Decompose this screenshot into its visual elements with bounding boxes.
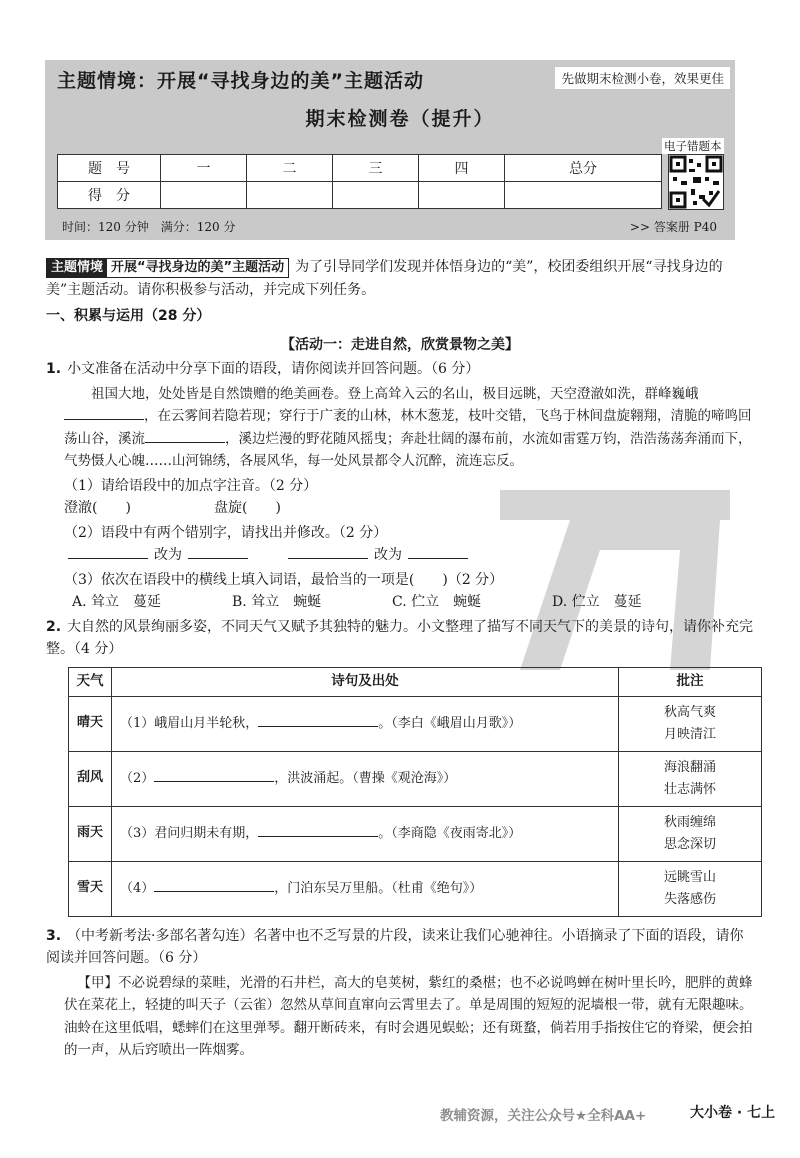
intro-paragraph — [46, 256, 754, 301]
score-cell: 四 — [419, 155, 505, 182]
sub-question: （2）语段中有两个错别字，请找出并修改。（2 分） — [64, 524, 388, 541]
fill-blank[interactable] — [288, 544, 368, 559]
score-table — [57, 154, 662, 209]
column-header: 天气 — [69, 667, 112, 696]
note-cell — [619, 861, 762, 916]
question-1 — [46, 358, 754, 381]
score-cell: 一 — [161, 155, 247, 182]
column-header: 批注 — [619, 667, 762, 696]
score-input-cell[interactable] — [505, 182, 662, 209]
note-line: 失落感伤 — [663, 891, 716, 907]
note-line: 远眺雪山 — [663, 869, 716, 885]
score-input-cell[interactable] — [419, 182, 505, 209]
poem-row — [69, 861, 762, 916]
fill-blank[interactable] — [154, 877, 274, 892]
note-cell — [619, 751, 762, 806]
score-input-cell[interactable] — [161, 182, 247, 209]
note-cell — [619, 806, 762, 861]
sub-question: （1）请给语段中的加点字注音。（2 分） — [64, 477, 318, 494]
question-stem: 小文准备在活动中分享下面的语段，请你阅读并回答问题。（6 分） — [67, 361, 480, 377]
poem-table — [68, 667, 762, 917]
option-b[interactable]: B. 耸立 蜿蜒 — [232, 594, 322, 610]
note-line: 海浪翻涌 — [663, 759, 716, 775]
score-table-header-row — [58, 155, 662, 182]
note-line: 思念深切 — [663, 836, 716, 852]
fill-blank[interactable] — [258, 712, 378, 727]
poem-source: 。（李白《峨眉山月歌》） — [378, 715, 522, 731]
fill-blank[interactable] — [154, 767, 274, 782]
topic-tag-label: 主题情境 — [47, 259, 107, 277]
question-number: 1. — [46, 361, 62, 377]
exam-title: 期末检测卷（提升） — [305, 108, 495, 130]
fill-blank[interactable] — [145, 428, 225, 443]
change-to-label: 改为 — [374, 547, 402, 563]
note-line: 秋高气爽 — [663, 704, 716, 720]
poem-text: （2） — [120, 770, 155, 786]
poem-table-header — [69, 667, 762, 696]
score-table-score-row — [58, 182, 662, 209]
options-row — [72, 591, 754, 614]
score-input-cell[interactable] — [247, 182, 333, 209]
score-cell: 得 分 — [58, 182, 161, 209]
correction-row — [68, 544, 754, 567]
time-and-score: 时间：120 分钟 满分：120 分 — [62, 220, 236, 234]
passage-text: ，溪边烂漫的野花随风摇曳；奔赴壮阔的瀑布前，水流如雷霆万钧，浩浩荡荡奔涌而下，气势慑人心魄……山河锦绣，各展风华，每一处风景都令人沉醉，流连忘反。 — [64, 430, 752, 469]
weather-cell: 雪天 — [69, 861, 112, 916]
pinyin-blank[interactable]: 澄澈( ) — [64, 500, 131, 516]
note-cell — [619, 696, 762, 751]
topic-tag-text: 开展“寻找身边的美”主题活动 — [111, 260, 285, 275]
poem-source: ，洪波涌起。（曹操《观沧海》） — [274, 770, 457, 786]
passage-text: ，在云雾间若隐若现；穿行于广袤的山林，林木葱茏，枝叶交错，飞鸟于林间盘旋翱翔，清脆的啼鸣回荡山谷，溪流 — [64, 408, 752, 447]
score-cell: 总分 — [505, 155, 662, 182]
pinyin-blank[interactable]: 盘旋( ) — [214, 500, 281, 516]
poem-source: 。（李商隐《夜雨寄北》） — [378, 825, 522, 841]
fill-blank[interactable] — [408, 544, 468, 559]
note-line: 壮志满怀 — [663, 781, 716, 797]
answer-reference: >> 答案册 P40 — [629, 220, 717, 234]
score-input-cell[interactable] — [333, 182, 419, 209]
weather-cell: 晴天 — [69, 696, 112, 751]
poem-cell — [112, 861, 619, 916]
poem-cell — [112, 696, 619, 751]
fill-blank[interactable] — [68, 544, 148, 559]
poem-text: （1）峨眉山月半轮秋， — [120, 715, 259, 731]
note-line: 月映清江 — [663, 726, 716, 742]
poem-source: ，门泊东吴万里船。（杜甫《绝句》） — [274, 880, 483, 896]
question-number: 2. — [46, 618, 62, 635]
question-stem: （中考新考法·多部名著勾连）名著中也不乏写景的片段，读来让我们心驰神往。小语摘录了下面的语段，请你阅读并回答问题。（6 分） — [46, 927, 744, 966]
question-stem: 大自然的风景绚丽多姿，不同天气又赋予其独特的魅力。小文整理了描写不同天气下的美景的诗句，请你补充完整。（4 分） — [46, 618, 754, 657]
question-2 — [46, 616, 754, 661]
poem-text: （3）君问归期未有期， — [120, 825, 259, 841]
sub-question: （3）依次在语段中的横线上填入词语，最恰当的一项是( )（2 分） — [64, 571, 504, 588]
passage-text: 祖国大地，处处皆是自然馈赠的绝美画卷。登上高耸入云的名山，极目远眺，天空澄澈如洗，群峰巍峨 — [91, 385, 699, 402]
poem-text: （4） — [120, 880, 155, 896]
fill-blank[interactable] — [64, 405, 144, 420]
question-3 — [46, 925, 754, 970]
poem-cell — [112, 751, 619, 806]
column-header: 诗句及出处 — [112, 667, 619, 696]
note-line: 秋雨缠绵 — [663, 814, 716, 830]
option-c[interactable]: C. 伫立 蜿蜒 — [392, 594, 482, 610]
qr-code-icon[interactable] — [668, 154, 724, 210]
poem-row — [69, 696, 762, 751]
intro-text: 为了引导同学们发现并体悟身边的“美”，校团委组织开展“寻找身边的美”主题活动。请你积极参与活动，并完成下列任务。 — [46, 259, 723, 298]
weather-cell: 雨天 — [69, 806, 112, 861]
score-cell: 二 — [247, 155, 333, 182]
qr-label: 电子错题本 — [664, 139, 722, 153]
topic-tag — [46, 258, 289, 278]
fill-blank[interactable] — [258, 822, 378, 837]
poem-row — [69, 806, 762, 861]
passage — [64, 383, 754, 473]
score-cell: 题 号 — [58, 155, 161, 182]
section-title: 一、积累与运用（28 分） — [46, 308, 211, 324]
footer-brand: 教辅资源，关注公众号★全科AA+ — [440, 1108, 647, 1124]
fill-blank[interactable] — [188, 544, 248, 559]
page-number: 大小卷 · 七上 — [690, 1105, 776, 1121]
activity-title: 【活动一：走进自然，欣赏景物之美】 — [281, 336, 519, 353]
score-cell: 三 — [333, 155, 419, 182]
option-d[interactable]: D. 伫立 蔓延 — [552, 594, 642, 610]
pinyin-row — [64, 497, 754, 520]
option-a[interactable]: A. 耸立 蔓延 — [72, 594, 162, 610]
study-tip: 先做期末检测小卷，效果更佳 — [555, 67, 730, 89]
poem-row — [69, 751, 762, 806]
exam-body — [46, 256, 754, 1064]
topic-title: 主题情境：开展“寻找身边的美”主题活动 — [57, 70, 424, 92]
weather-cell: 刮风 — [69, 751, 112, 806]
question-number: 3. — [46, 927, 62, 944]
passage-jia: 【甲】不必说碧绿的菜畦，光滑的石井栏，高大的皂荚树，紫红的桑椹；也不必说鸣蝉在树叶里长吟，肥胖的黄蜂伏在菜花上，轻捷的叫天子（云雀）忽然从草间直窜向云霄里去了。单是周围的短短的泥墙根一带，就有无限趣味。油蛉在这里低唱，蟋蟀们在这里弹琴。翻开断砖来，有时会遇见蜈蚣；还有斑蝥，倘若用手指按住它的脊梁，便会拍的一声，从后窍喷出一阵烟雾。 — [64, 974, 753, 1058]
poem-cell — [112, 806, 619, 861]
change-to-label: 改为 — [154, 547, 182, 563]
